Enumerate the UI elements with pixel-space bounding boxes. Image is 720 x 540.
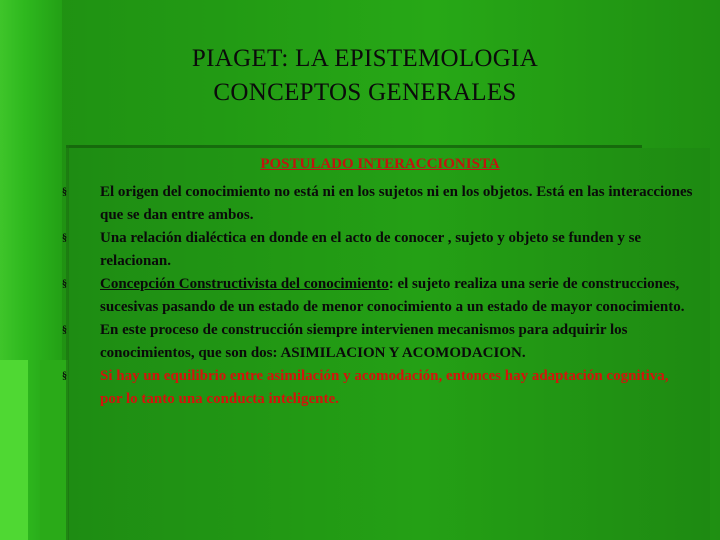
bullet-text-rest: : el sujeto realiza una serie de construcciones, sucesivas pasando de un estado de menor conocimiento a un estado de mayor conocimiento. — [100, 276, 685, 315]
square-bullet-icon: § — [62, 371, 67, 382]
square-bullet-icon: § — [62, 279, 67, 290]
square-bullet-icon: § — [62, 233, 67, 244]
title-line-2: CONCEPTOS GENERALES — [213, 79, 517, 106]
bullet-text: En este proceso de construcción siempre intervienen mecanismos para adquirir los conocimientos, que son dos: ASIMILACION Y ACOMODACION. — [100, 322, 628, 361]
slide-title — [120, 42, 610, 110]
title-line-1: PIAGET: LA EPISTEMOLOGIA — [191, 45, 539, 72]
list-item — [62, 273, 694, 319]
square-bullet-icon: § — [62, 325, 67, 336]
list-item — [62, 227, 694, 273]
subheading: POSTULADO INTERACCIONISTA — [260, 156, 500, 172]
bullet-text: El origen del conocimiento no está ni en los sujetos ni en los objetos. Está en las interacciones que se dan entre ambos. — [100, 184, 693, 223]
square-bullet-icon: § — [62, 187, 67, 198]
bullet-text: Una relación dialéctica en donde en el acto de conocer , sujeto y objeto se funden y se relacionan. — [100, 230, 642, 269]
bullet-list — [62, 181, 694, 411]
horizontal-divider — [66, 145, 642, 148]
list-item — [62, 365, 694, 411]
bullet-text — [100, 273, 694, 319]
bullet-emphasis: Concepción Constructivista del conocimiento — [100, 276, 389, 292]
list-item — [62, 319, 694, 365]
left-light-strip — [0, 360, 28, 540]
bullet-text: Si hay un equilibrio entre asimilación y acomodación, entonces hay adaptación cognitiva, por lo tanto una conducta inteligente. — [100, 368, 669, 407]
list-item — [62, 181, 694, 227]
